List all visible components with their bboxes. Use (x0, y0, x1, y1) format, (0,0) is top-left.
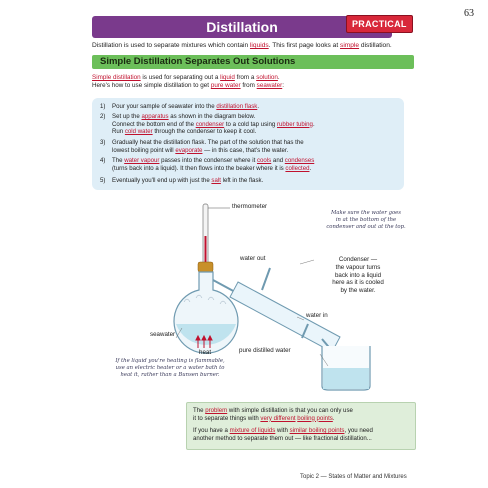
thermometer-label: thermometer (232, 203, 268, 210)
step-2: 2) Set up the apparatus as shown in the diagram below. Connect the bottom end of the condenser to a cold tap using rubber tubing. Run cold water through the condenser to keep it cool. (100, 113, 315, 136)
page-title: Distillation (206, 19, 278, 35)
flask-stopper (198, 262, 213, 272)
section-title: Simple Distillation Separates Out Solutions (100, 56, 296, 67)
step-4: 4) The water vapour passes into the condenser where it cools and condenses (turns back into a liquid). It then flows into the beaker where it is collected. (100, 157, 315, 172)
page-number: 63 (464, 8, 474, 19)
section-paragraph: Simple distillation is used for separating out a liquid from a solution. Here's how to use simple distillation to get pure water from seawater: (92, 74, 284, 90)
seawater-label: seawater (150, 331, 176, 338)
condenser-label: Condenser — the vapour turns back into a liquid here as it is cooled by the water. (332, 256, 384, 295)
step-3: 3) Gradually heat the distillation flask. The part of the solution that has the lowest boiling point will evaporate — in this case, that's the water. (100, 139, 304, 154)
bottom-paragraph-2: If you have a mixture of liquids with similar boiling points, you need another method to separate them out — like fractional distillation... (193, 427, 373, 442)
step-1: 1) Pour your sample of seawater into the distillation flask. (100, 103, 260, 110)
distillation-flask (174, 272, 238, 353)
bottom-paragraph-1: The problem with simple distillation is that you can only use it to separate things with very different boiling points. (193, 407, 353, 422)
heat-label: heat (199, 349, 212, 356)
heat-arrows (196, 336, 212, 348)
practical-badge: PRACTICAL (346, 15, 413, 33)
bottom-note-box (186, 402, 416, 450)
keyword-liquids: liquids (249, 42, 269, 49)
note-flammable: If the liquid you're heating is flammable, use an electric heater or a water bath to heat it, rather than a Bunsen burner. (115, 358, 225, 378)
page-footer: Topic 2 — States of Matter and Mixtures (300, 474, 407, 480)
steps-box (92, 98, 404, 190)
water-in-label: water in (306, 312, 328, 319)
intro-text: Distillation is used to separate mixtures which contain liquids. This first page looks at simple distillation. (92, 42, 392, 49)
section-header (92, 55, 414, 69)
water-out-label: water out (240, 255, 266, 262)
keyword-simple: simple (340, 42, 360, 49)
pure-water-label: pure distilled water (239, 347, 291, 354)
note-water-flow: Make sure the water goes in at the bottom of the condenser and out at the top. (326, 210, 406, 230)
collection-beaker (322, 346, 370, 390)
step-5: 5) Eventually you'll end up with just the salt left in the flask. (100, 177, 264, 184)
